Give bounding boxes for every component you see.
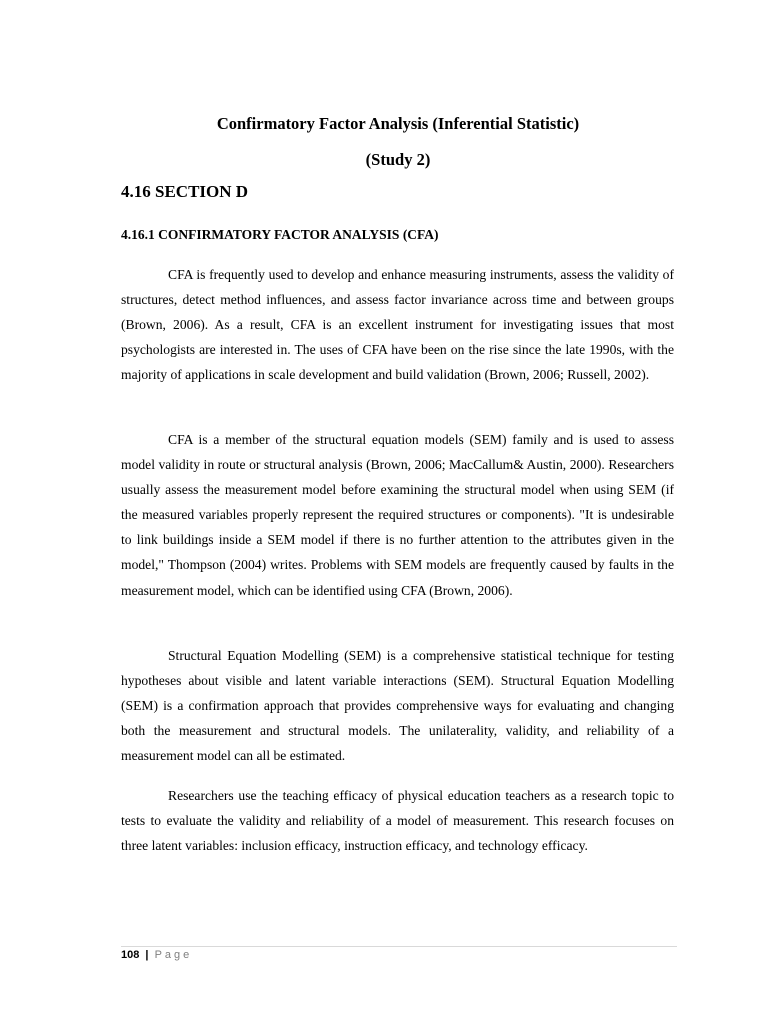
paragraph-3: Structural Equation Modelling (SEM) is a comprehensive statistical technique for testing hypotheses about visible and latent variable interactions (SEM). Structural Equation Modelling (SEM) is a confirmation approach that provides comprehensive ways for evaluating and changing both the measurement and structural models. The unilaterality, validity, and reliability of a measurement model can all be estimated. bbox=[121, 648, 674, 764]
document-subtitle: (Study 2) bbox=[365, 150, 431, 169]
paragraph-1: CFA is frequently used to develop and enhance measuring instruments, assess the validity of structures, detect method influences, and assess factor invariance across time and between groups (Brown, 2006). As a result, CFA is an excellent instrument for investigating issues that most psychologists are interested in. The uses of CFA have been on the rise since the late 1990s, with the majority of applications in scale development and build validation (Brown, 2006; Russell, 2002). bbox=[121, 267, 674, 383]
page-label: Page bbox=[154, 949, 193, 961]
page-footer bbox=[121, 948, 192, 962]
section-heading: 4.16 SECTION D bbox=[121, 182, 249, 201]
paragraph-2: CFA is a member of the structural equation models (SEM) family and is used to assess model validity in route or structural analysis (Brown, 2006; MacCallum& Austin, 2000). Researchers usually assess the measurement model before examining the structural model when using SEM (if the measured variables properly represent the required structures or components). "It is undesirable to link buildings inside a SEM model if there is no further attention to the attributes given in the model," Thompson (2004) writes. Problems with SEM models are frequently caused by faults in the measurement model, which can be identified using CFA (Brown, 2006). bbox=[121, 432, 674, 598]
footer-separator: | bbox=[145, 949, 149, 961]
paragraph-4: Researchers use the teaching efficacy of physical education teachers as a research topic to tests to evaluate the validity and reliability of a model of measurement. This research focuses on three latent variables: inclusion efficacy, instruction efficacy, and technology efficacy. bbox=[121, 788, 674, 854]
document-title: Confirmatory Factor Analysis (Inferential Statistic) bbox=[216, 114, 580, 133]
subsection-heading: 4.16.1 CONFIRMATORY FACTOR ANALYSIS (CFA) bbox=[121, 227, 439, 242]
page-number: 108 bbox=[121, 949, 140, 961]
footer-divider bbox=[121, 946, 677, 947]
